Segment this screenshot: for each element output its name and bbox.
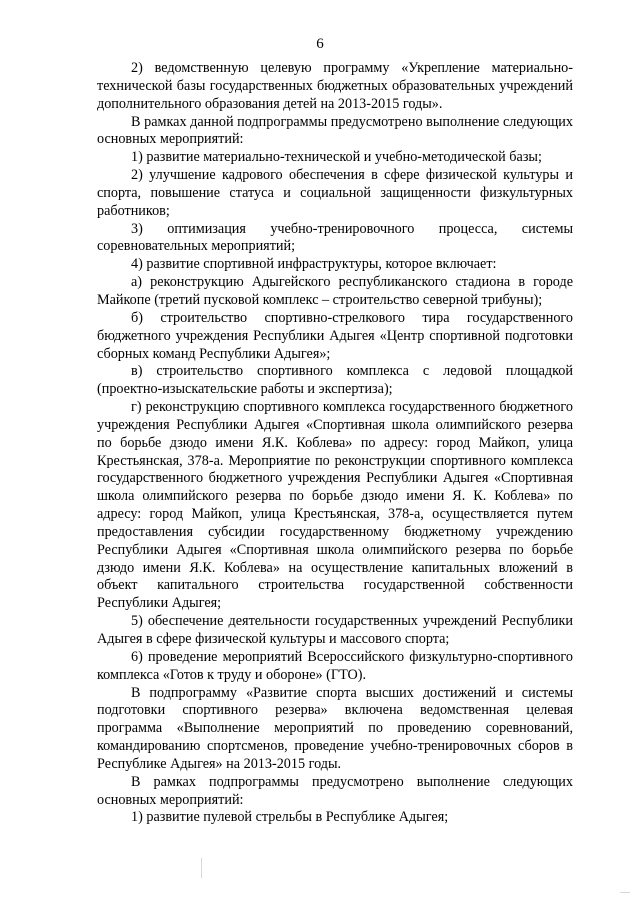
paragraph: 2) ведомственную целевую программу «Укрепление материально-технической базы государственных бюджетных образовательных учреждений дополнительного образования детей на 2013-2015 годы». [97, 60, 573, 112]
paragraph: 1) развитие пулевой стрельбы в Республике Адыгея; [131, 809, 449, 826]
paragraph: г) реконструкцию спортивного комплекса государственного бюджетного учреждения Республики Адыгея «Спортивная школа олимпийского резерва по борьбе дзюдо имени Я.К. Коблева» по адресу: город Майкоп, улица Крестьянская, 378-а. Мероприятие по реконструкции спортивного комплекса государственного бюджетного учреждения Республики Адыгея «Спортивная школа олимпийского резерва по борьбе дзюдо имени Я. К. Коблева» по адресу: город Майкоп, улица Крестьянская, 378-а, осуществляется путем предоставления субсидии государственному бюджетному учреждению Республики Адыгея «Спортивная школа олимпийского резерва по борьбе дзюдо имени Я.К. Коблева» на осуществление капитальных вложений в объект капитального строительства государственной собственности Республики Адыгея; [97, 399, 573, 612]
paragraph: 4) развитие спортивной инфраструктуры, которое включает: [131, 256, 497, 273]
paragraph: 2) улучшение кадрового обеспечения в сфере физической культуры и спорта, повышение статуса и социальной защищенности физкультурных работников; [97, 167, 573, 219]
paragraph: в) строительство спортивного комплекса с ледовой площадкой (проектно-изыскательские работы и экспертиза); [97, 363, 573, 398]
paragraph: В рамках данной подпрограммы предусмотрено выполнение следующих основных мероприятий: [97, 113, 573, 148]
paragraph: а) реконструкцию Адыгейского республиканского стадиона в городе Майкопе (третий пусковой комплекс – строительство северной трибуны); [97, 274, 573, 308]
document-body [97, 60, 573, 827]
paragraph: 6) проведение мероприятий Всероссийского физкультурно-спортивного комплекса «Готов к труду и обороне» (ГТО). [97, 648, 573, 683]
paragraph: 3) оптимизация учебно-тренировочного процесса, системы соревновательных мероприятий; [97, 220, 573, 255]
paragraph: 1) развитие материально-технической и учебно-методической базы; [131, 149, 542, 166]
paragraph: б) строительство спортивно-стрелкового тира государственного бюджетного учреждения Республики Адыгея «Центр спортивной подготовки сборных команд Республики Адыгея»; [97, 309, 573, 362]
page-number: 6 [316, 36, 324, 52]
paragraph: В рамках подпрограммы предусмотрено выполнение следующих основных мероприятий: [97, 773, 573, 808]
scan-artifact-mark [620, 892, 630, 893]
paragraph: 5) обеспечение деятельности государственных учреждений Республики Адыгея в сфере физической культуры и массового спорта; [97, 613, 573, 647]
scan-artifact-mark [201, 858, 202, 878]
paragraph: В подпрограмму «Развитие спорта высших достижений и системы подготовки спортивного резерва» включена ведомственная целевая программа «Выполнение мероприятий по проведению соревнований, командированию спортсменов, проведение учебно-тренировочных сборов в Республике Адыгея» на 2013-2015 годы. [97, 684, 573, 772]
